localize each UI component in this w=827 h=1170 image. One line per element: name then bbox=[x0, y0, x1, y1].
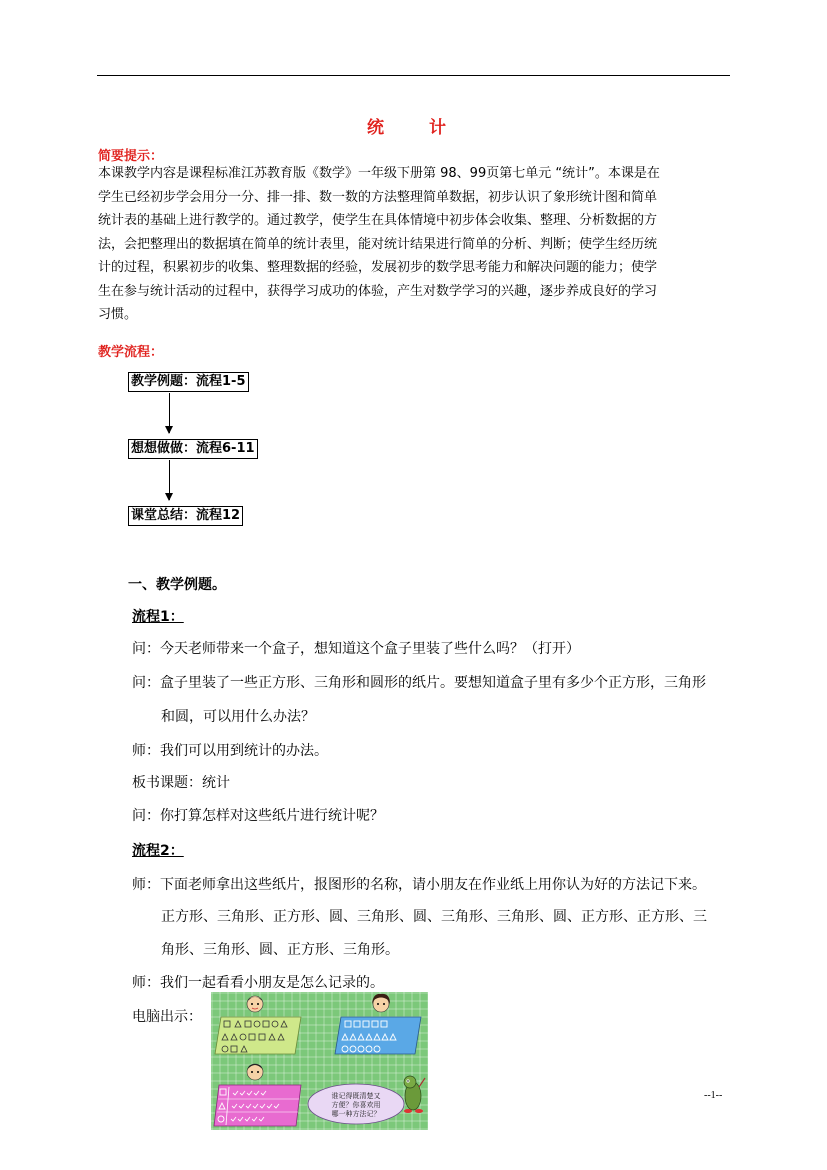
display-illustration bbox=[211, 992, 428, 1130]
computer-display-image bbox=[211, 992, 428, 1130]
flow-step-summary: 课堂总结：流程12 bbox=[128, 506, 243, 526]
cartoon-creature-icon bbox=[404, 1076, 425, 1113]
summary-paragraph bbox=[98, 162, 731, 327]
tally-card-pink bbox=[214, 1085, 301, 1126]
summary-line: 计的过程，积累初步的收集、整理数据的经验，发展初步的数学思考能力和解决问题的能力；使学 bbox=[98, 260, 658, 275]
summary-heading: 简要提示： bbox=[98, 149, 164, 164]
step-label: 流程2： bbox=[132, 843, 184, 859]
dialogue-line: 师：下面老师拿出这些纸片，报图形的名称，请小朋友在作业纸上用你认为好的方法记下来。 bbox=[132, 877, 706, 893]
summary-line: 统计表的基础上进行教学的。通过教学，使学生在具体情境中初步体会收集、整理、分析数据的方 bbox=[98, 213, 658, 228]
summary-line: 法，会把整理出的数据填在简单的统计表里，能对统计结果进行简单的分析、判断；使学生经历统 bbox=[98, 236, 658, 252]
dialogue-line: 问：你打算怎样对这些纸片进行统计呢？ bbox=[132, 808, 384, 824]
shapes-card-yellow bbox=[215, 1017, 301, 1054]
flow-arrow bbox=[169, 460, 170, 500]
dialogue-line: 和圆，可以用什么办法？ bbox=[161, 709, 315, 725]
dialogue-line: 师：我们一起看看小朋友是怎么记录的。 bbox=[132, 975, 384, 991]
summary-line: 学生已经初步学会用分一分、排一排、数一数的方法整理简单数据，初步认识了象形统计图和简单 bbox=[98, 189, 658, 205]
girl-avatar-icon bbox=[372, 994, 390, 1012]
summary-line: 生在参与统计活动的过程中，获得学习成功的体验，产生对数学学习的兴趣，逐步养成良好的学习 bbox=[98, 283, 658, 299]
dialogue-line: 问：今天老师带来一个盒子，想知道这个盒子里装了些什么吗？（打开） bbox=[132, 641, 580, 657]
flow-heading: 教学流程： bbox=[98, 345, 164, 360]
page-number: --1-- bbox=[704, 1090, 723, 1101]
section-heading: 一、教学例题。 bbox=[128, 577, 226, 593]
summary-line: 本课教学内容是课程标准江苏教育版《数学》一年级下册第 98、99页第七单元 “统计”。本课是在 bbox=[98, 166, 660, 181]
flow-step-examples: 教学例题：流程1-5 bbox=[128, 372, 249, 392]
dialogue-line: 板书课题：统计 bbox=[132, 775, 230, 791]
dialogue-line: 师：我们可以用到统计的办法。 bbox=[132, 743, 328, 759]
dialogue-line: 角形、三角形、圆、正方形、三角形。 bbox=[161, 942, 399, 958]
kid-avatar-icon bbox=[247, 1064, 263, 1080]
flow-arrow bbox=[169, 393, 170, 433]
boy-avatar-icon bbox=[247, 996, 263, 1012]
dialogue-line: 问：盒子里装了一些正方形、三角形和圆形的纸片。要想知道盒子里有多少个正方形，三角形 bbox=[132, 675, 706, 691]
bubble-text: 方便？你喜欢用 bbox=[331, 1101, 381, 1109]
flow-step-practice: 想想做做：流程6-11 bbox=[128, 439, 258, 459]
summary-line: 习惯。 bbox=[98, 307, 138, 322]
shapes-card-blue bbox=[335, 1017, 421, 1054]
header-rule bbox=[97, 75, 730, 76]
page-title: 统 计 bbox=[367, 118, 460, 138]
step-label: 流程1： bbox=[132, 609, 184, 625]
dialogue-line: 电脑出示： bbox=[132, 1009, 202, 1025]
bubble-text: 哪一种方法记？ bbox=[331, 1110, 381, 1118]
dialogue-line: 正方形、三角形、正方形、圆、三角形、圆、三角形、三角形、圆、正方形、正方形、三 bbox=[161, 909, 707, 925]
bubble-text: 谁记得既清楚又 bbox=[331, 1092, 381, 1100]
